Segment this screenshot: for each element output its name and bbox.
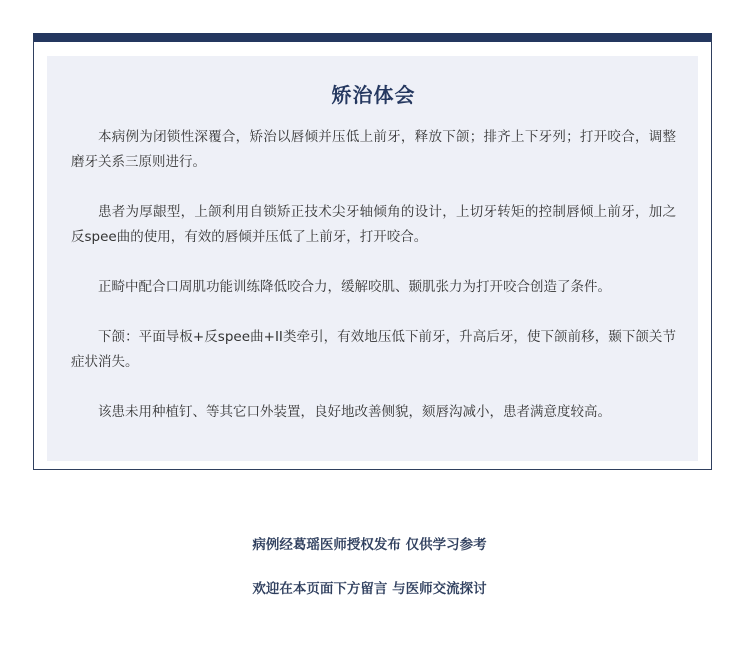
summary-panel [47,56,698,461]
footer-comment-invite: 欢迎在本页面下方留言 与医师交流探讨 [252,581,487,597]
section-title: 矫治体会 [331,83,416,107]
paragraph-upper-incisor-control: 患者为厚龈型，上颌利用自锁矫正技术尖牙轴倾角的设计，上切牙转矩的控制唇倾上前牙，加之反spee曲的使用，有效的唇倾并压低了上前牙，打开咬合。 [71,204,676,245]
paragraph-list [71,125,676,425]
footer-authorization-note: 病例经葛瑶医师授权发布 仅供学习参考 [252,537,487,553]
paragraph-outcome: 该患未用种植钉、等其它口外装置，良好地改善侧貌，颏唇沟减小，患者满意度较高。 [98,404,611,420]
paragraph-mandible: 下颌：平面导板+反spee曲+II类牵引，有效地压低下前牙，升高后牙，使下颌前移，颞下颌关节症状消失。 [71,329,676,370]
paragraph-muscle-training: 正畸中配合口周肌功能训练降低咬合力，缓解咬肌、颞肌张力为打开咬合创造了条件。 [98,279,611,295]
paragraph-treatment-principles: 本病例为闭锁性深覆合，矫治以唇倾并压低上前牙，释放下颌；排齐上下牙列；打开咬合，调整磨牙关系三原则进行。 [71,129,676,170]
summary-card [33,33,712,470]
